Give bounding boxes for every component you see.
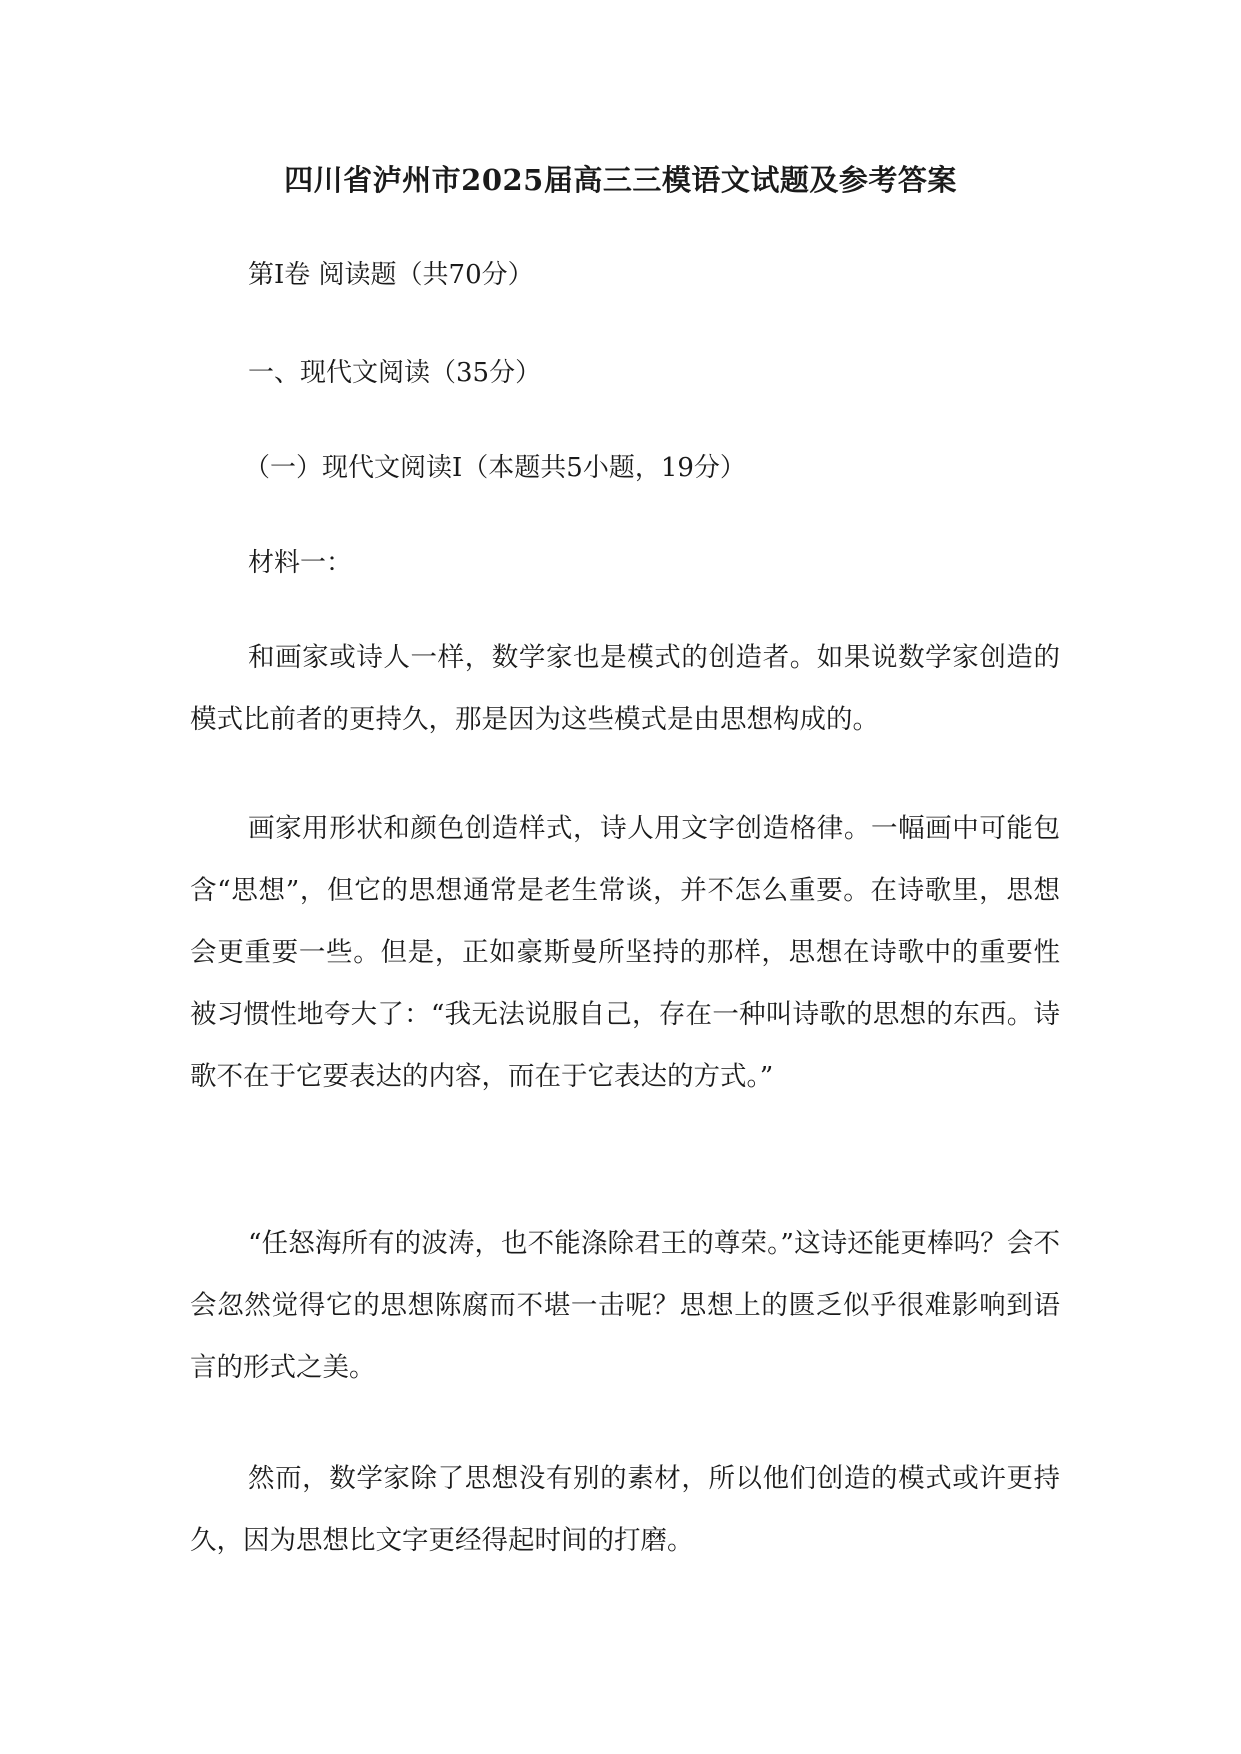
material-label: 材料一： <box>248 548 353 578</box>
paragraph: “任怒海所有的波涛，也不能涤除君王的尊荣。”这诗还能更棒吗？会不会忽然觉得它的思想陈腐而不堪一击呢？思想上的匮乏似乎很难影响到语言的形式之美。 <box>190 1228 1060 1383</box>
subsection-heading: （一）现代文阅读Ⅰ（本题共5小题，19分） <box>244 453 746 483</box>
section-heading: 一、现代文阅读（35分） <box>248 358 542 388</box>
paragraph: 和画家或诗人一样，数学家也是模式的创造者。如果说数学家创造的模式比前者的更持久，那是因为这些模式是由思想构成的。 <box>190 642 1060 735</box>
document-title: 四川省泸州市2025届高三三模语文试题及参考答案 <box>284 163 957 197</box>
paragraph: 画家用形状和颜色创造样式，诗人用文字创造格律。一幅画中可能包含“思想”，但它的思想通常是老生常谈，并不怎么重要。在诗歌里，思想会更重要一些。但是，正如豪斯曼所坚持的那样，思想在诗歌中的重要性被习惯性地夸大了：“我无法说服自己，存在一种叫诗歌的思想的东西。诗歌不在于它要表达的内容，而在于它表达的方式。” <box>190 813 1060 1092</box>
paragraph: 然而，数学家除了思想没有别的素材，所以他们创造的模式或许更持久，因为思想比文字更经得起时间的打磨。 <box>190 1463 1060 1556</box>
exam-part-heading: 第Ⅰ卷 阅读题（共70分） <box>248 260 534 290</box>
